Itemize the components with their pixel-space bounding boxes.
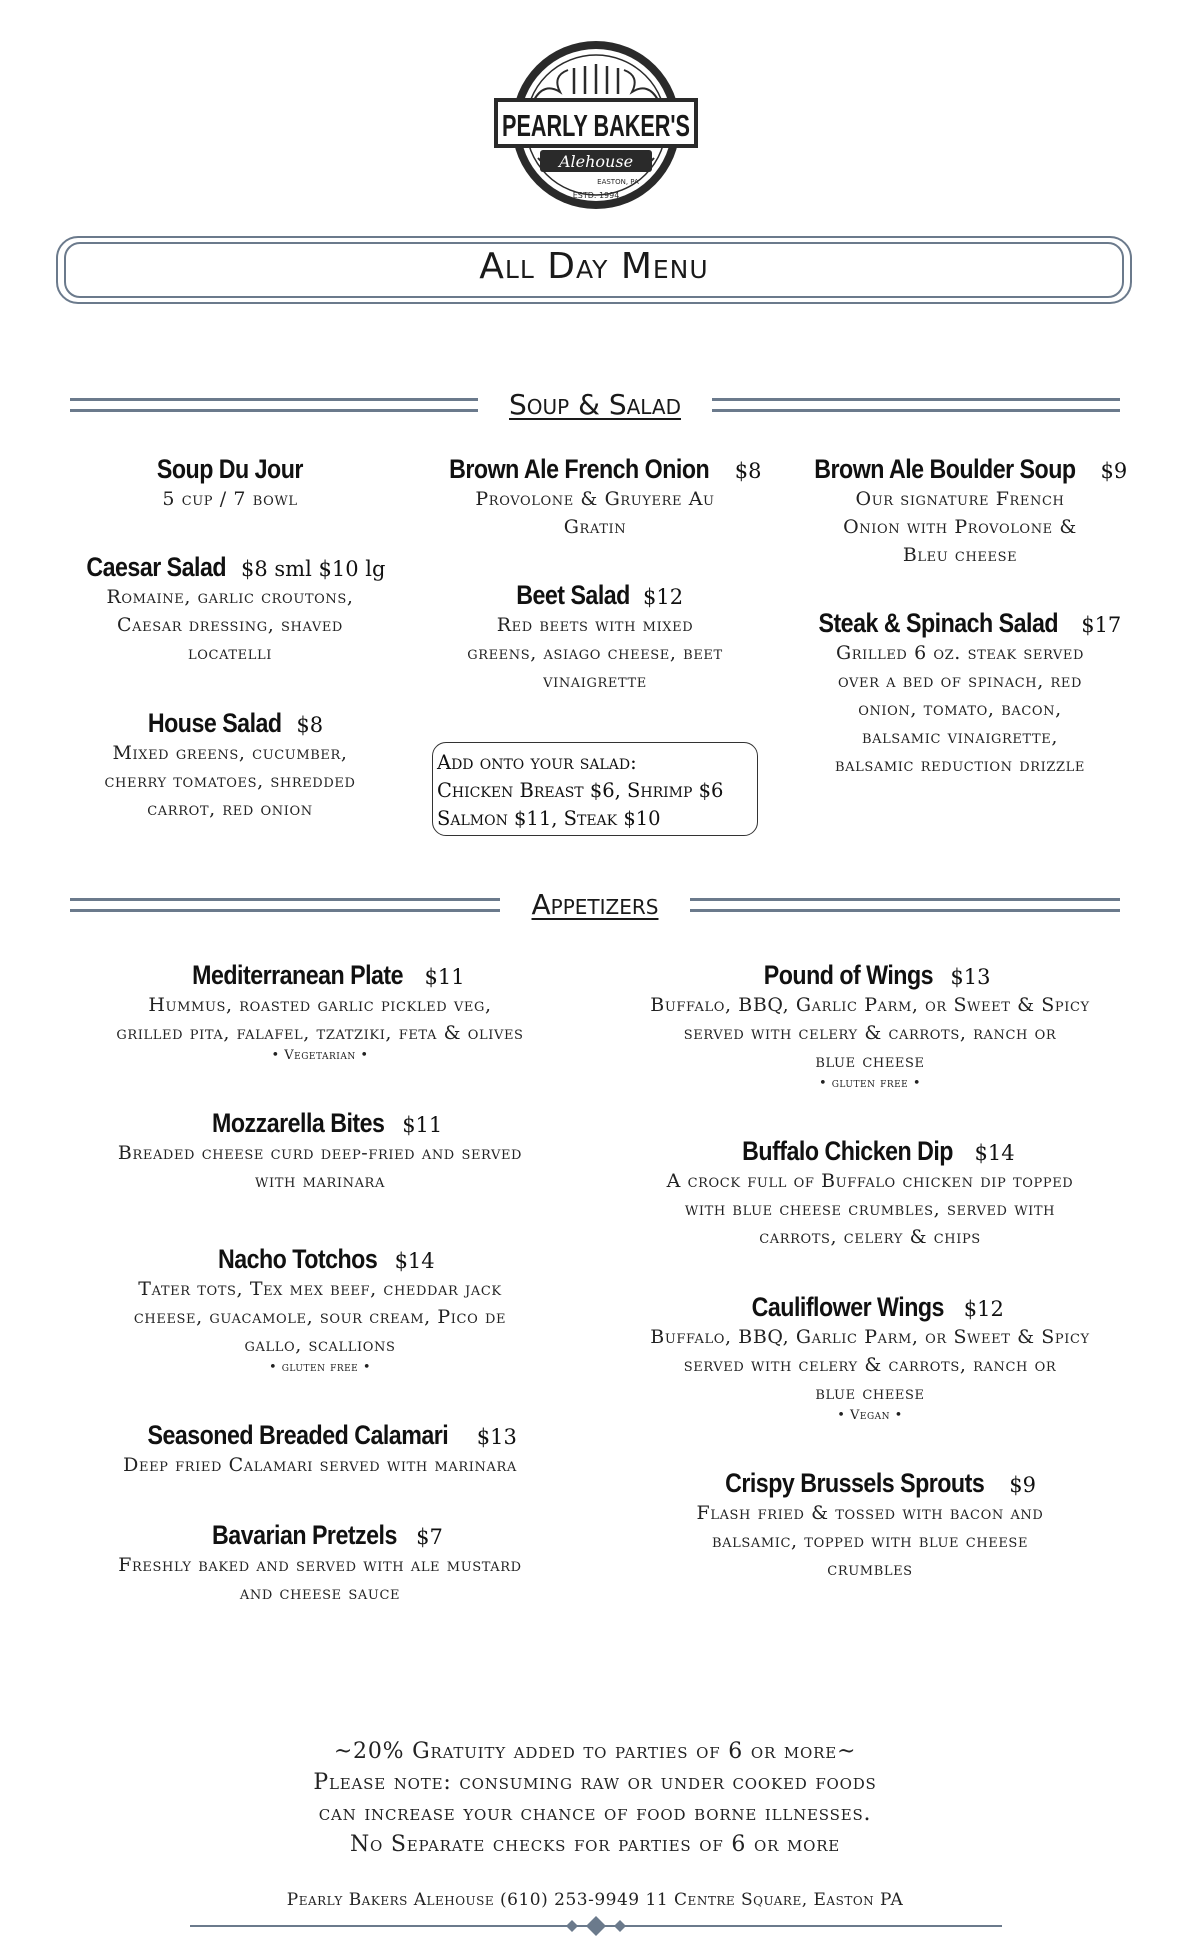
item-desc: Grilled 6 oz. steak served [835,642,1085,664]
item-desc: Onion with Provolone & [843,516,1077,538]
separate-checks-note: No Separate checks for parties of 6 or more [349,1832,841,1857]
item-price: $13 [950,965,991,989]
footer-ornament [190,1914,1002,1938]
item-name: Cauliflower Wings [751,1292,945,1322]
item-name: Crispy Brussels Sprouts [725,1468,985,1498]
item-desc: blue cheese [815,1050,925,1072]
menu-item-mozzarella-bites [60,1108,580,1195]
item-desc: served with celery & carrots, ranch or [683,1022,1057,1044]
item-name: Bavarian Pretzels [212,1520,398,1550]
menu-item-buffalo-chicken-dip [610,1136,1130,1251]
food-safety-note: Please note: consuming raw or under cooked foods [313,1770,877,1795]
food-safety-note: can increase your chance of food borne illnesses. [318,1801,872,1826]
item-desc: Bleu cheese [902,544,1018,566]
item-price: $17 [1081,613,1122,637]
item-desc: Romaine, garlic croutons, [106,586,354,608]
item-desc: and cheese sauce [239,1582,401,1604]
menu-title: All Day Menu [479,246,709,287]
logo-location: EASTON, PA [597,178,639,186]
item-desc: Our signature French [855,488,1065,510]
item-desc: carrot, red onion [147,798,313,820]
addon-line: Salmon $11, Steak $10 [437,807,661,830]
item-desc: A crock full of Buffalo chicken dip topped [666,1170,1074,1192]
item-name: Steak & Spinach Salad [818,608,1058,638]
item-desc: Breaded cheese curd deep-fried and served [117,1142,523,1164]
menu-item-mediterranean-plate [60,960,580,1065]
item-desc: served with celery & carrots, ranch or [683,1354,1057,1376]
menu-item-caesar-salad [50,552,410,667]
item-desc: onion, tomato, bacon, [858,698,1062,720]
appetizers-header [70,888,1120,922]
item-desc: Buffalo, BBQ, Garlic Parm, or Sweet & Spicy [650,1326,1090,1348]
item-name: Beet Salad [516,580,630,610]
addon-line: Chicken Breast $6, Shrimp $6 [437,779,724,802]
item-desc: Gratin [563,516,627,538]
item-price: $11 [424,965,465,989]
item-price: $8 [296,713,324,737]
dietary-tag: • Vegetarian • [271,1048,369,1063]
item-desc: Caesar dressing, shaved [117,614,343,636]
item-desc: locatelli [188,642,272,664]
item-name: Brown Ale Boulder Soup [813,454,1076,484]
item-name: Nacho Totchos [218,1244,378,1274]
policy-notes [0,1736,1190,1860]
menu-item-brown-ale-boulder-soup [790,454,1130,569]
item-name: Buffalo Chicken Dip [742,1136,954,1166]
item-price: $11 [402,1113,443,1137]
dietary-tag: • gluten free • [268,1360,372,1375]
dietary-tag: • Vegan • [837,1408,903,1423]
item-price: $13 [476,1425,517,1449]
item-name: Caesar Salad [85,552,226,582]
item-desc: Hummus, roasted garlic pickled veg, [148,994,492,1016]
item-name: Brown Ale French Onion [449,454,710,484]
item-desc: crumbles [827,1558,913,1580]
item-price: $14 [394,1249,435,1273]
item-desc: gallo, scallions [244,1334,396,1356]
item-name: Mozzarella Bites [211,1108,385,1138]
dietary-tag: • gluten free • [818,1076,922,1091]
item-price: $12 [963,1297,1004,1321]
item-price: $9 [1100,459,1128,483]
appetizers-heading: Appetizers [531,888,659,921]
item-name: Seasoned Breaded Calamari [147,1420,449,1450]
salad-addon-box [432,742,758,836]
item-price: $14 [974,1141,1015,1165]
item-desc: balsamic, topped with blue cheese [711,1530,1029,1552]
item-desc: with marinara [255,1170,385,1192]
item-desc: cherry tomatoes, shredded [104,770,356,792]
item-desc: grilled pita, falafel, tzatziki, feta & olives [116,1022,524,1044]
logo-name: PEARLY BAKER'S [502,108,690,143]
soup-salad-heading: Soup & Salad [509,388,681,421]
item-desc: 5 cup / 7 bowl [162,488,298,510]
item-name: Mediterranean Plate [192,960,404,990]
pearly-bakers-logo [494,38,698,212]
menu-item-beet-salad [420,580,770,695]
item-price: $7 [416,1525,443,1549]
item-price: $12 [642,585,684,609]
item-desc: over a bed of spinach, red [838,670,1082,692]
item-desc: Freshly baked and served with ale mustard [118,1554,522,1576]
contact-info: Pearly Bakers Alehouse (610) 253-9949 11 Centre Square, Easton PA [286,1890,904,1910]
item-desc: cheese, guacamole, sour cream, Pico de [133,1306,507,1328]
item-desc: vinaigrette [543,670,647,692]
menu-item-house-salad [60,708,400,823]
menu-item-seasoned-breaded-calamari [60,1420,580,1479]
gratuity-note: ~20% Gratuity added to parties of 6 or more~ [333,1739,857,1764]
item-name: Soup Du Jour [156,454,304,484]
item-desc: Buffalo, BBQ, Garlic Parm, or Sweet & Spicy [650,994,1090,1016]
menu-item-soup-du-jour [60,454,400,513]
item-desc: Flash fried & tossed with bacon and [696,1502,1044,1524]
item-desc: Mixed greens, cucumber, [112,742,348,764]
menu-item-steak-spinach-salad [790,608,1130,779]
item-desc: blue cheese [815,1382,925,1404]
item-desc: Provolone & Gruyere Au [475,488,715,510]
soup-salad-header [70,388,1120,422]
item-desc: Tater tots, Tex mex beef, cheddar jack [138,1278,502,1300]
menu-item-brown-ale-french-onion [420,454,770,541]
menu-title-banner [56,236,1132,304]
item-desc: with blue cheese crumbles, served with [684,1198,1056,1220]
item-desc: carrots, celery & chips [759,1226,981,1248]
item-name: House Salad [147,708,282,738]
menu-item-cauliflower-wings [610,1292,1130,1425]
item-price: $9 [1009,1473,1037,1497]
item-price: $8 [734,459,762,483]
addon-line: Add onto your salad: [437,751,637,774]
item-desc: Red beets with mixed [496,614,694,636]
logo-established: ESTD. 1994 [572,191,620,200]
item-desc: balsamic reduction drizzle [835,754,1085,776]
logo-script: Alehouse [558,152,634,171]
menu-item-crispy-brussels-sprouts [610,1468,1130,1583]
item-desc: Deep fried Calamari served with marinara [123,1454,517,1476]
menu-item-bavarian-pretzels [60,1520,580,1607]
item-price: $8 sml $10 lg [241,557,386,581]
menu-item-pound-of-wings [610,960,1130,1093]
item-desc: greens, asiago cheese, beet [467,642,723,664]
menu-item-nacho-totchos [60,1244,580,1377]
item-name: Pound of Wings [763,960,933,990]
item-desc: balsamic vinaigrette, [861,726,1059,748]
